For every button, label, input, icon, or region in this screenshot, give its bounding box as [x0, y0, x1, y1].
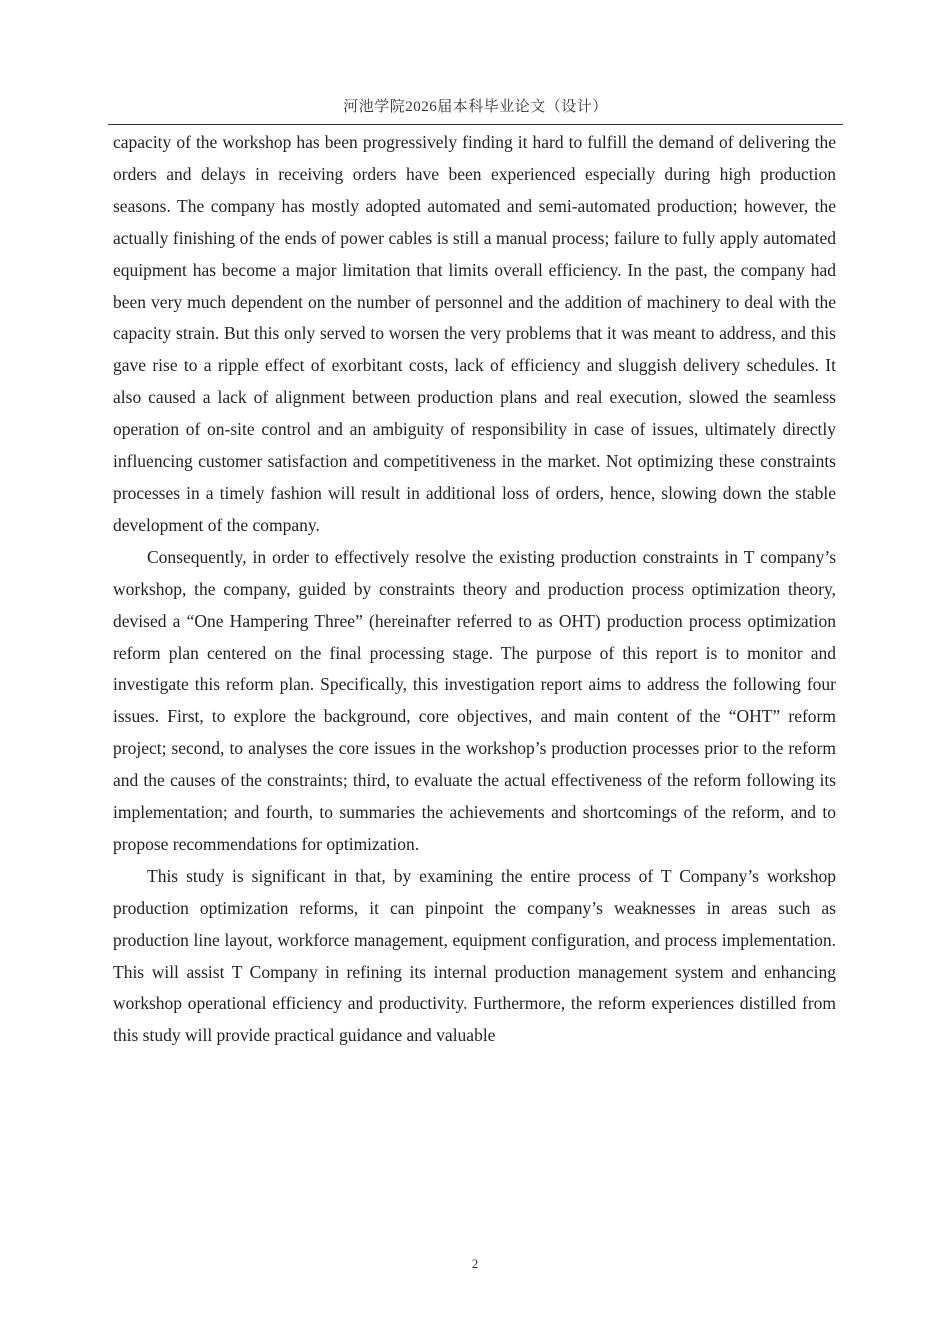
body-text [113, 127, 836, 1052]
running-header: 河池学院2026届本科毕业论文（设计） [343, 99, 608, 115]
page-number: 2 [471, 1256, 479, 1271]
paragraph-significance: This study is significant in that, by examining the entire process of T Company’s workshop production optimization reforms, it can pinpoint the company’s weaknesses in areas such as production line layout, workforce management, equipment configuration, and process implementation. This will assist T Company in refining its internal production management system and enhancing workshop operational efficiency and productivity. Furthermore, the reform experiences distilled from this study will provide practical guidance and valuable [113, 865, 836, 1046]
paragraph-continuation: capacity of the workshop has been progressively finding it hard to fulfill the demand of delivering the orders and delays in receiving orders have been experienced especially during high production seasons. The company has mostly adopted automated and semi-automated production; however, the actually finishing of the ends of power cables is still a manual process; failure to fully apply automated equipment has become a major limitation that limits overall efficiency. In the past, the company had been very much dependent on the number of personnel and the addition of machinery to deal with the capacity strain. But this only served to worsen the very problems that it was meant to address, and this gave rise to a ripple effect of exorbitant costs, lack of efficiency and sluggish delivery schedules. It also caused a lack of alignment between production plans and real execution, slowed the seamless operation of on-site control and an ambiguity of responsibility in case of issues, ultimately directly influencing customer satisfaction and competitiveness in the market. Not optimizing these constraints processes in a timely fashion will result in additional loss of orders, hence, slowing down the stable development of the company. [113, 132, 836, 535]
header-divider [108, 124, 843, 125]
paragraph-reform-plan: Consequently, in order to effectively resolve the existing production constraints in T company’s workshop, the company, guided by constraints theory and production process optimization theory, devised a “One Hampering Three” (hereinafter referred to as OHT) production process optimization reform plan centered on the final processing stage. The purpose of this report is to monitor and investigate this reform plan. Specifically, this investigation report aims to address the following four issues. First, to explore the background, core objectives, and main content of the “OHT” reform project; second, to analyses the core issues in the workshop’s production processes prior to the reform and the causes of the constraints; third, to evaluate the actual effectiveness of the reform following its implementation; and fourth, to summaries the achievements and shortcomings of the reform, and to propose recommendations for optimization. [113, 546, 836, 854]
